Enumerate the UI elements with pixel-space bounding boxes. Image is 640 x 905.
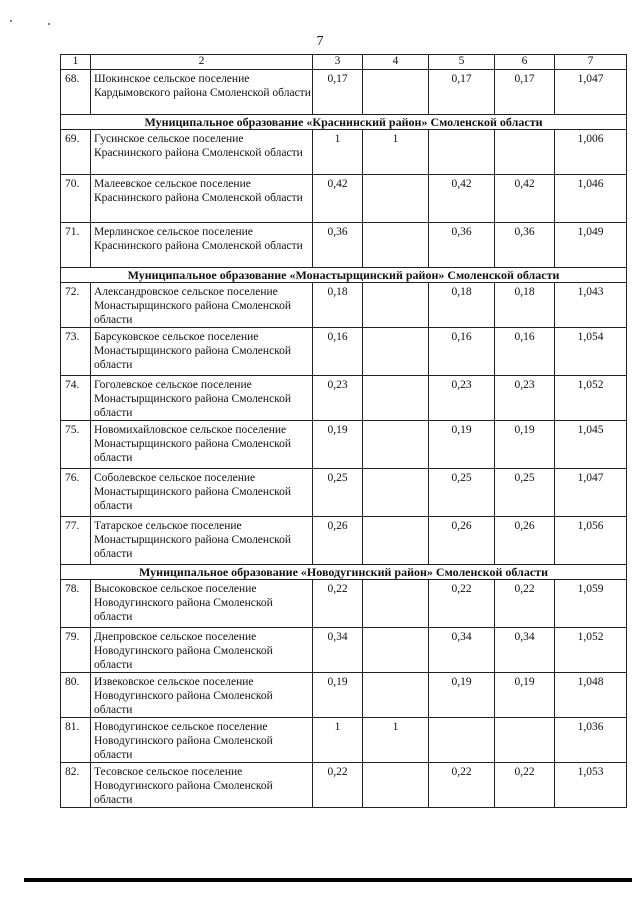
value-col-3: 0,18 [313, 283, 363, 328]
value-col-4 [363, 328, 429, 376]
column-header: 4 [363, 55, 429, 70]
table-row [61, 283, 627, 328]
value-col-4 [363, 376, 429, 421]
value-col-6 [495, 130, 555, 175]
value-col-7: 1,059 [555, 580, 627, 628]
value-col-4 [363, 223, 429, 268]
row-number: 72. [61, 283, 91, 328]
column-header: 5 [429, 55, 495, 70]
value-col-6: 0,16 [495, 328, 555, 376]
value-col-4 [363, 763, 429, 808]
settlement-name: Соболевское сельское поселение Монастырщинского района Смоленской области [91, 469, 313, 517]
scan-speck [10, 20, 12, 22]
settlement-name: Новодугинское сельское поселение Новодугинского района Смоленской области [91, 718, 313, 763]
row-number: 77. [61, 517, 91, 565]
value-col-5: 0,34 [429, 628, 495, 673]
column-header: 2 [91, 55, 313, 70]
value-col-5: 0,23 [429, 376, 495, 421]
value-col-3: 0,25 [313, 469, 363, 517]
value-col-5: 0,22 [429, 580, 495, 628]
settlement-name: Гусинское сельское поселение Краснинского района Смоленской области [91, 130, 313, 175]
value-col-3: 0,42 [313, 175, 363, 223]
settlement-name: Днепровское сельское поселение Новодугинского района Смоленской области [91, 628, 313, 673]
table-row [61, 517, 627, 565]
bottom-rule [24, 878, 632, 882]
value-col-6: 0,26 [495, 517, 555, 565]
value-col-4 [363, 580, 429, 628]
row-number: 80. [61, 673, 91, 718]
value-col-7: 1,046 [555, 175, 627, 223]
value-col-3: 1 [313, 718, 363, 763]
value-col-5 [429, 718, 495, 763]
value-col-4 [363, 628, 429, 673]
value-col-3: 0,22 [313, 763, 363, 808]
value-col-7: 1,006 [555, 130, 627, 175]
value-col-4 [363, 469, 429, 517]
value-col-3: 0,19 [313, 673, 363, 718]
column-header: 6 [495, 55, 555, 70]
value-col-6: 0,22 [495, 580, 555, 628]
value-col-3: 0,17 [313, 70, 363, 115]
value-col-4: 1 [363, 718, 429, 763]
table-row [61, 421, 627, 469]
value-col-7: 1,056 [555, 517, 627, 565]
settlement-name: Извековское сельское поселение Новодугинского района Смоленской области [91, 673, 313, 718]
table-row [61, 580, 627, 628]
settlement-name: Высоковское сельское поселение Новодугинского района Смоленской области [91, 580, 313, 628]
section-title: Муниципальное образование «Новодугинский район» Смоленской области [61, 565, 627, 580]
table-row [61, 70, 627, 115]
settlement-name: Александровское сельское поселение Монастырщинского района Смоленской области [91, 283, 313, 328]
column-header: 1 [61, 55, 91, 70]
value-col-4 [363, 673, 429, 718]
value-col-6: 0,34 [495, 628, 555, 673]
value-col-6: 0,18 [495, 283, 555, 328]
row-number: 81. [61, 718, 91, 763]
settlement-name: Малеевское сельское поселение Краснинского района Смоленской области [91, 175, 313, 223]
section-header-row [61, 268, 627, 283]
table-header-row [61, 55, 627, 70]
row-number: 74. [61, 376, 91, 421]
settlement-name: Барсуковское сельское поселение Монастырщинского района Смоленской области [91, 328, 313, 376]
table-row [61, 763, 627, 808]
row-number: 70. [61, 175, 91, 223]
value-col-5: 0,36 [429, 223, 495, 268]
table-row [61, 376, 627, 421]
value-col-3: 0,22 [313, 580, 363, 628]
value-col-7: 1,054 [555, 328, 627, 376]
row-number: 75. [61, 421, 91, 469]
table-body [61, 55, 627, 808]
value-col-3: 0,19 [313, 421, 363, 469]
settlement-name: Гоголевское сельское поселение Монастырщинского района Смоленской области [91, 376, 313, 421]
row-number: 73. [61, 328, 91, 376]
value-col-7: 1,045 [555, 421, 627, 469]
value-col-3: 1 [313, 130, 363, 175]
value-col-7: 1,043 [555, 283, 627, 328]
value-col-6: 0,22 [495, 763, 555, 808]
value-col-4 [363, 283, 429, 328]
value-col-7: 1,047 [555, 469, 627, 517]
data-table [60, 54, 627, 808]
section-title: Муниципальное образование «Монастырщинский район» Смоленской области [61, 268, 627, 283]
scan-speck [48, 23, 50, 25]
row-number: 71. [61, 223, 91, 268]
page-number: 7 [316, 34, 324, 49]
value-col-4: 1 [363, 130, 429, 175]
value-col-3: 0,26 [313, 517, 363, 565]
table-row [61, 628, 627, 673]
value-col-6: 0,19 [495, 673, 555, 718]
value-col-5: 0,16 [429, 328, 495, 376]
row-number: 82. [61, 763, 91, 808]
value-col-3: 0,36 [313, 223, 363, 268]
row-number: 69. [61, 130, 91, 175]
section-header-row [61, 115, 627, 130]
row-number: 76. [61, 469, 91, 517]
section-header-row [61, 565, 627, 580]
settlement-name: Тесовское сельское поселение Новодугинского района Смоленской области [91, 763, 313, 808]
value-col-5: 0,26 [429, 517, 495, 565]
settlement-name: Мерлинское сельское поселение Краснинского района Смоленской области [91, 223, 313, 268]
value-col-3: 0,16 [313, 328, 363, 376]
settlement-name: Шокинское сельское поселение Кардымовского района Смоленской области [91, 70, 313, 115]
value-col-7: 1,052 [555, 628, 627, 673]
value-col-7: 1,036 [555, 718, 627, 763]
value-col-6: 0,17 [495, 70, 555, 115]
table-row [61, 328, 627, 376]
column-header: 7 [555, 55, 627, 70]
value-col-4 [363, 421, 429, 469]
value-col-6: 0,25 [495, 469, 555, 517]
value-col-7: 1,048 [555, 673, 627, 718]
value-col-4 [363, 517, 429, 565]
value-col-5: 0,19 [429, 673, 495, 718]
settlement-name: Новомихайловское сельское поселение Монастырщинского района Смоленской области [91, 421, 313, 469]
settlement-name: Татарское сельское поселение Монастырщинского района Смоленской области [91, 517, 313, 565]
value-col-7: 1,052 [555, 376, 627, 421]
row-number: 68. [61, 70, 91, 115]
table-row [61, 175, 627, 223]
value-col-5: 0,19 [429, 421, 495, 469]
table-row [61, 130, 627, 175]
value-col-6 [495, 718, 555, 763]
table-row [61, 469, 627, 517]
value-col-5: 0,18 [429, 283, 495, 328]
value-col-5 [429, 130, 495, 175]
value-col-6: 0,19 [495, 421, 555, 469]
value-col-5: 0,22 [429, 763, 495, 808]
value-col-6: 0,23 [495, 376, 555, 421]
table-row [61, 223, 627, 268]
table-row [61, 718, 627, 763]
value-col-6: 0,42 [495, 175, 555, 223]
value-col-5: 0,42 [429, 175, 495, 223]
value-col-4 [363, 175, 429, 223]
value-col-4 [363, 70, 429, 115]
value-col-7: 1,047 [555, 70, 627, 115]
value-col-3: 0,34 [313, 628, 363, 673]
section-title: Муниципальное образование «Краснинский район» Смоленской области [61, 115, 627, 130]
value-col-5: 0,17 [429, 70, 495, 115]
value-col-5: 0,25 [429, 469, 495, 517]
column-header: 3 [313, 55, 363, 70]
value-col-7: 1,053 [555, 763, 627, 808]
row-number: 78. [61, 580, 91, 628]
value-col-6: 0,36 [495, 223, 555, 268]
value-col-3: 0,23 [313, 376, 363, 421]
value-col-7: 1,049 [555, 223, 627, 268]
table-row [61, 673, 627, 718]
row-number: 79. [61, 628, 91, 673]
